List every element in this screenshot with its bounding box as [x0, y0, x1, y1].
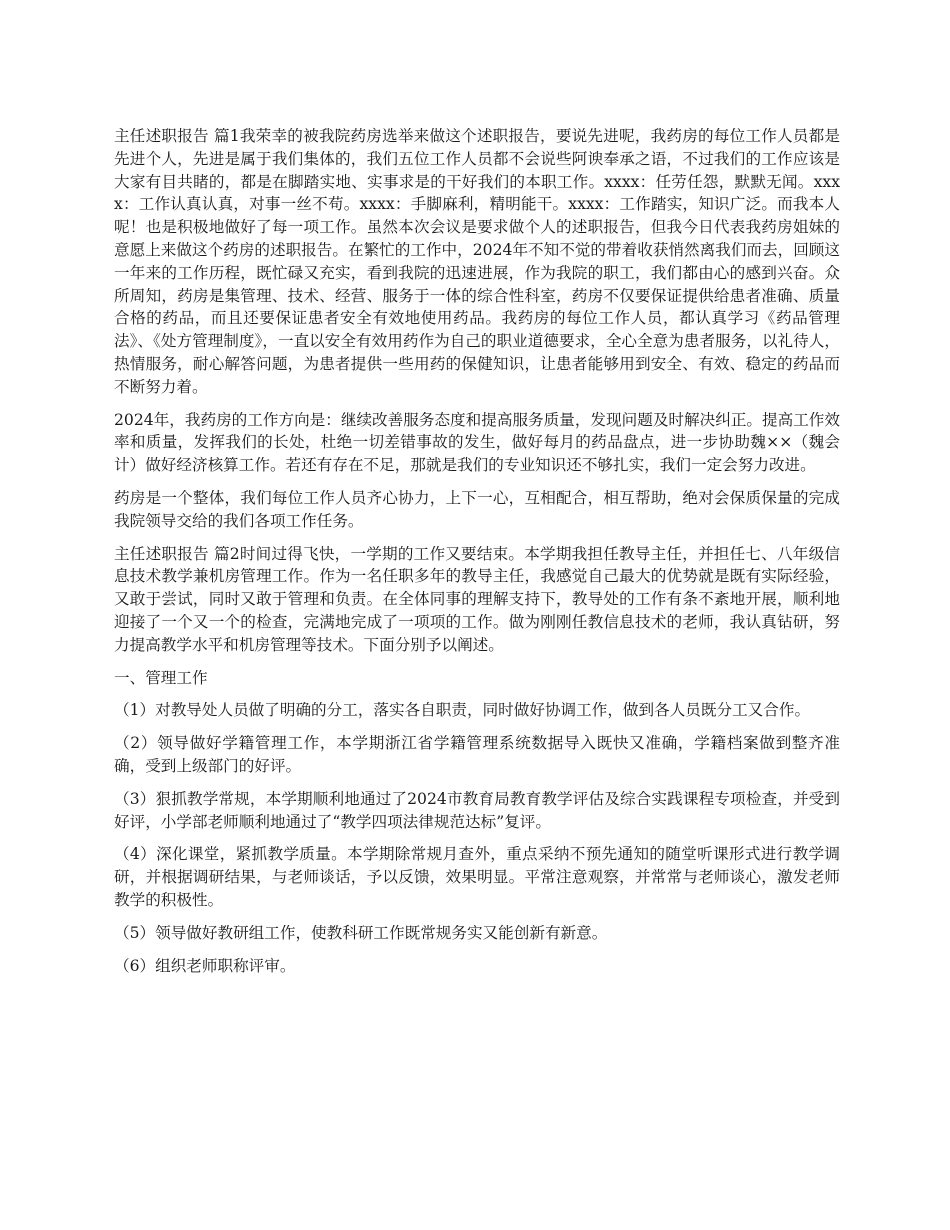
document-body	[114, 125, 840, 987]
paragraph-pharmacy-team: 药房是一个整体，我们每位工作人员齐心协力，上下一心，互相配合，相互帮助，绝对会保质保量的完成我院领导交给的我们各项工作任务。	[114, 488, 840, 530]
paragraph-report-2-intro: 主任述职报告 篇2时间过得飞快，一学期的工作又要结束。本学期我担任教导主任，并担任七、八年级信息技术教学兼机房管理工作。作为一名任职多年的教导主任，我感觉自己最大的优势就是既有实际经验，又敢于尝试，同时又敢于管理和负责。在全体同事的理解支持下，教导处的工作有条不紊地开展，顺利地迎接了一个又一个的检查，完满地完成了一项项的工作。做为刚刚任教信息技术的老师，我认真钻研，努力提高教学水平和机房管理等技术。下面分别予以阐述。	[114, 544, 840, 654]
paragraph-report-1-intro: 主任述职报告 篇1我荣幸的被我院药房选举来做这个述职报告，要说先进呢，我药房的每位工作人员都是先进个人，先进是属于我们集体的，我们五位工作人员都不会说些阿谀奉承之语，不过我们的工作应该是大家有目共睹的，都是在脚踏实地、实事求是的干好我们的本职工作。xxxx：任劳任怨，默默无闻。xxxx：工作认真认真，对事一丝不苟。xxxx：手脚麻利，精明能干。xxxx：工作踏实，知识广泛。而我本人呢！也是积极地做好了每一项工作。虽然本次会议是要求做个人的述职报告，但我今日代表我药房姐妹的意愿上来做这个药房的述职报告。在繁忙的工作中，2024年不知不觉的带着收获悄然离我们而去，回顾这一年来的工作历程，既忙碌又充实，看到我院的迅速进展，作为我院的职工，我们都由心的感到兴奋。众所周知，药房是集管理、技术、经营、服务于一体的综合性科室，药房不仅要保证提供给患者准确、质量合格的药品，而且还要保证患者安全有效地使用药品。我药房的每位工作人员，都认真学习《药品管理法》、《处方管理制度》，一直以安全有效用药作为自己的职业道德要求，全心全意为患者服务，以礼待人，热情服务，耐心解答问题，为患者提供一些用药的保健知识，让患者能够用到安全、有效、稳定的药品而不断努力着。	[114, 127, 840, 396]
paragraph-2024-direction: 2024年，我药房的工作方向是：继续改善服务态度和提高服务质量，发现问题及时解决纠正。提高工作效率和质量，发挥我们的长处，杜绝一切差错事故的发生，做好每月的药品盘点，进一步协助魏××（魏会计）做好经济核算工作。若还有存在不足，那就是我们的专业知识还不够扎实，我们一定会努力改进。	[114, 410, 840, 475]
list-item-2: （2）领导做好学籍管理工作，本学期浙江省学籍管理系统数据导入既快又准确，学籍档案做到整齐准确，受到上级部门的好评。	[114, 734, 841, 775]
list-item-4: （4）深化课堂，紧抓教学质量。本学期除常规月查外，重点采纳不预先通知的随堂听课形式进行教学调研，并根据调研结果，与老师谈话，予以反馈，效果明显。平常注意观察，并常常与老师谈心，激发老师教学的积极性。	[114, 845, 840, 909]
list-item-3: （3）狠抓教学常规，本学期顺利地通过了2024市教育局教育教学评估及综合实践课程专项检查，并受到好评，小学部老师顺利地通过了“教学四项法律规范达标”复评。	[114, 789, 840, 831]
list-item-5: （5）领导做好教研组工作，使教科研工作既常规务实又能创新有新意。	[114, 923, 608, 942]
section-heading-management: 一、管理工作	[114, 668, 208, 687]
list-item-6: （6）组织老师职称评审。	[114, 956, 296, 975]
list-item-1: （1）对教导处人员做了明确的分工，落实各自职责，同时做好协调工作，做到各人员既分工又合作。	[114, 701, 811, 720]
